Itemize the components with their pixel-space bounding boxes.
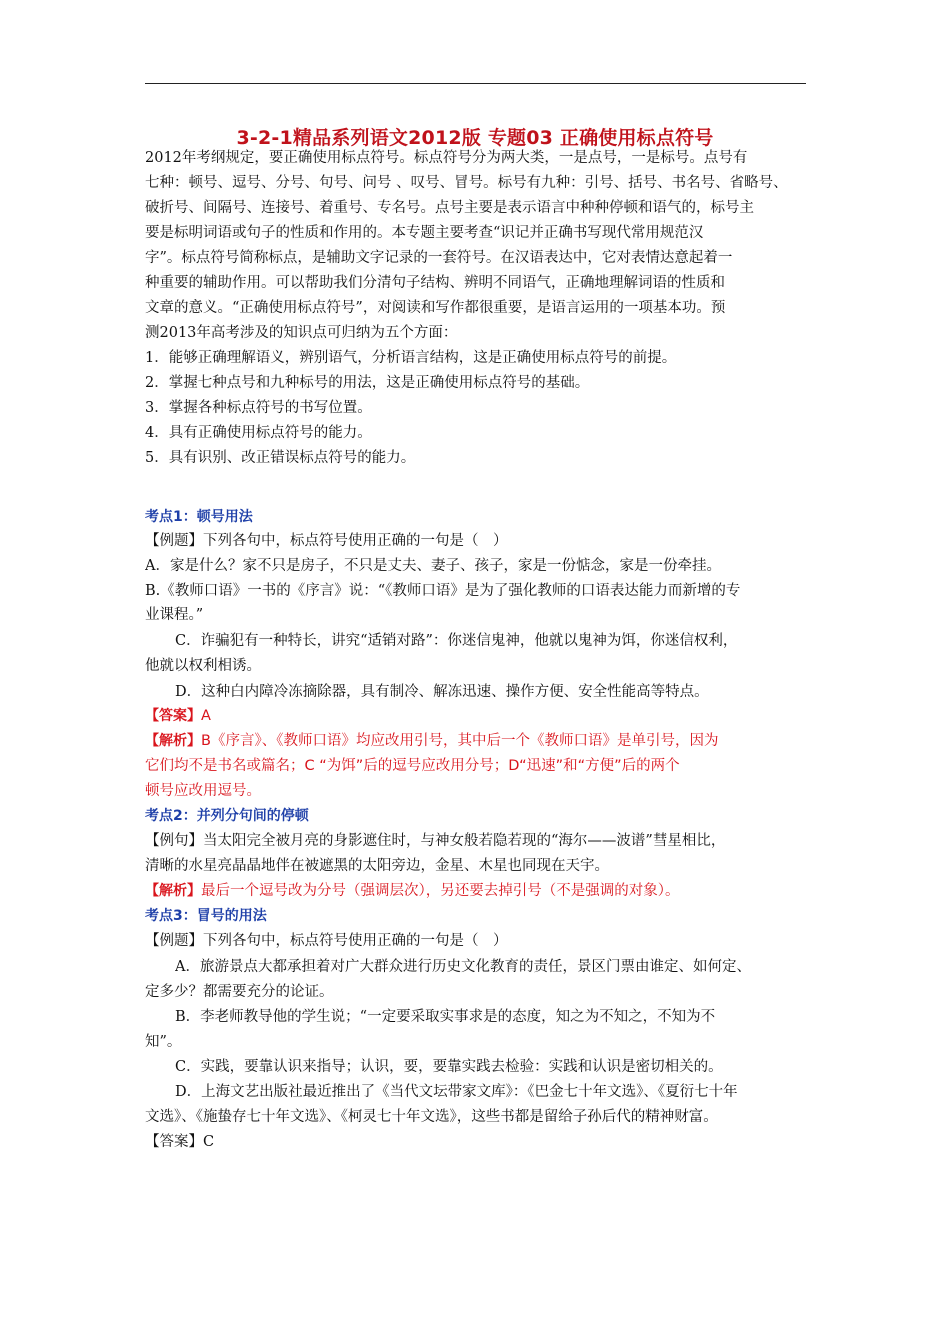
option-b-cont: 知”。 [145, 1034, 182, 1050]
option-d-cont: 文选》、《施蛰存七十年文选》、《柯灵七十年文选》，这些书都是留给子孙后代的精神财富。 [145, 1109, 718, 1125]
header-rule [145, 83, 806, 84]
question-stem: 【例题】下列各句中，标点符号使用正确的一句是（ ） [145, 533, 508, 549]
example-sentence-cont: 清晰的水星亮晶晶地伴在被遮黑的太阳旁边，金星、木星也同现在天宇。 [145, 858, 609, 874]
analysis-label: 【解析】 [145, 733, 201, 749]
answer-line: 【答案】C [145, 1134, 215, 1150]
intro-line: 字”。标点符号简称标点，是辅助文字记录的一套符号。在汉语表达中，它对表情达意起着一 [145, 250, 733, 266]
intro-line: 测2013年高考涉及的知识点可归纳为五个方面： [145, 325, 458, 341]
page-title: 3-2-1精品系列语文2012版 专题03 正确使用标点符号 [236, 127, 714, 149]
option-c: C．实践，要靠认识来指导；认识，要，要靠实践去检验：实践和认识是密切相关的。 [175, 1059, 723, 1075]
option-c: C．诈骗犯有一种特长，讲究“适销对路”：你迷信鬼神，他就以鬼神为饵，你迷信权利， [175, 633, 738, 649]
analysis-label: 【解析】 [145, 883, 201, 899]
option-a: A．旅游景点大都承担着对广大群众进行历史文化教育的责任，景区门票由谁定、如何定、 [175, 959, 751, 975]
knowledge-point: 4．具有正确使用标点符号的能力。 [145, 425, 372, 441]
intro-line: 七种：顿号、逗号、分号、句号、问号 、叹号、冒号。标号有九种：引号、括号、书名号、省略号、 [145, 175, 788, 191]
analysis-cont: 顿号应改用逗号。 [145, 783, 261, 799]
analysis-cont: 它们均不是书名或篇名；C “为饵”后的逗号应改用分号；D“迅速”和“方便”后的两个 [145, 758, 680, 774]
answer-value: A [201, 708, 211, 724]
question-stem: 【例题】下列各句中，标点符号使用正确的一句是（ ） [145, 933, 508, 949]
section-heading-1: 考点1：顿号用法 [145, 509, 253, 525]
intro-line: 要是标明词语或句子的性质和作用的。本专题主要考查“识记并正确书写现代常用规范汉 [145, 225, 704, 241]
intro-line: 种重要的辅助作用。可以帮助我们分清句子结构、辨明不同语气，正确地理解词语的性质和 [145, 275, 725, 291]
analysis-line [145, 731, 810, 751]
knowledge-point: 3．掌握各种标点符号的书写位置。 [145, 400, 372, 416]
intro-line: 2012年考纲规定，要正确使用标点符号。标点符号分为两大类，一是点号，一是标号。点号有 [145, 150, 748, 166]
knowledge-point: 1．能够正确理解语义，辨别语气，分析语言结构，这是正确使用标点符号的前提。 [145, 350, 677, 366]
option-b-cont: 业课程。” [145, 607, 204, 623]
knowledge-point: 2．掌握七种点号和九种标号的用法，这是正确使用标点符号的基础。 [145, 375, 590, 391]
option-d: D．这种白内障冷冻摘除器，具有制冷、解冻迅速、操作方便、安全性能高等特点。 [175, 684, 709, 700]
analysis-text: B《序言》、《教师口语》均应改用引号，其中后一个《教师口语》是单引号，因为 [201, 733, 719, 749]
option-a-cont: 定多少？都需要充分的论证。 [145, 984, 334, 1000]
answer-label: 【答案】 [145, 708, 201, 724]
knowledge-point: 5．具有识别、改正错误标点符号的能力。 [145, 450, 416, 466]
option-b: B.《教师口语》一书的《序言》说：“《教师口语》是为了强化教师的口语表达能力而新增的专 [145, 583, 741, 599]
analysis-text: 最后一个逗号改为分号（强调层次），另还要去掉引号（不是强调的对象）。 [201, 883, 680, 899]
option-c-cont: 他就以权利相诱。 [145, 658, 261, 674]
analysis-line [145, 881, 810, 901]
option-a: A．家是什么？家不只是房子，不只是丈夫、妻子、孩子，家是一份惦念，家是一份牵挂。 [145, 558, 721, 574]
section-heading-2: 考点2：并列分句间的停顿 [145, 808, 309, 824]
option-d: D．上海文艺出版社最近推出了《当代文坛带家文库》：《巴金七十年文选》、《夏衍七十年 [175, 1084, 738, 1100]
option-b: B．李老师教导他的学生说；“一定要采取实事求是的态度，知之为不知之，不知为不 [175, 1009, 716, 1025]
intro-line: 文章的意义。“正确使用标点符号”，对阅读和写作都很重要，是语言运用的一项基本功。预 [145, 300, 726, 316]
intro-line: 破折号、间隔号、连接号、着重号、专名号。点号主要是表示语言中种种停顿和语气的，标号主 [145, 200, 754, 216]
section-heading-3: 考点3：冒号的用法 [145, 908, 267, 924]
answer-line [145, 706, 810, 726]
example-sentence: 【例句】当太阳完全被月亮的身影遮住时，与神女般若隐若现的“海尔——波谱”彗星相比， [145, 833, 726, 849]
